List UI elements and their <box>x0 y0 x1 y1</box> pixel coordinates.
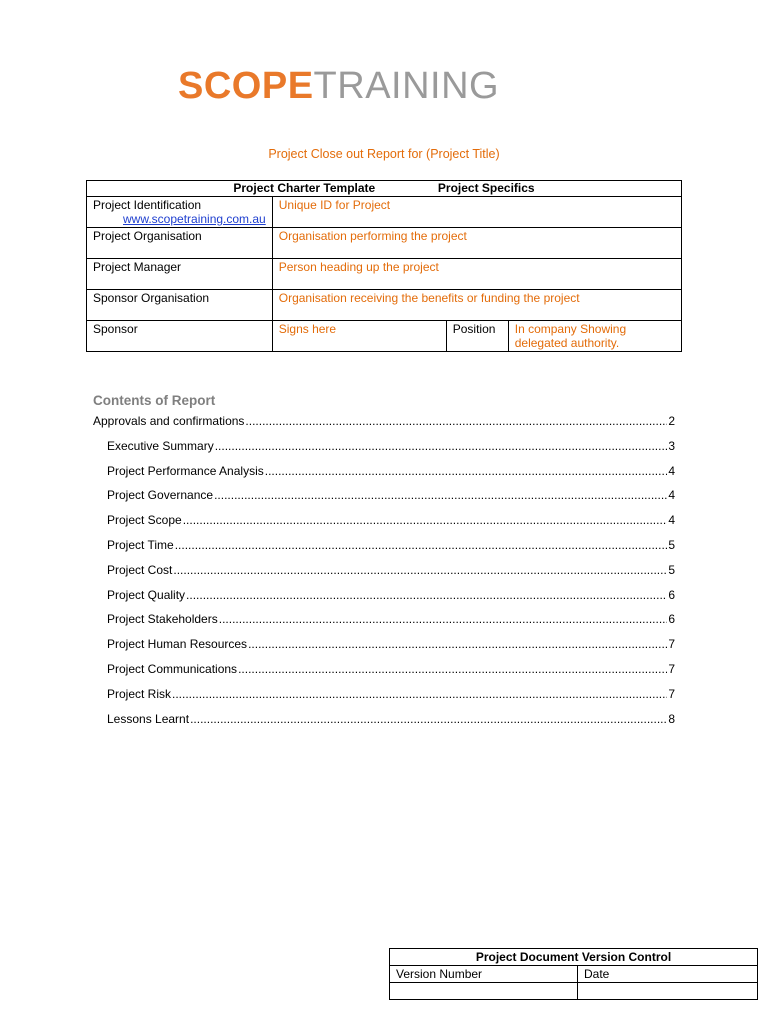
toc-item-executive-summary[interactable] <box>93 439 675 464</box>
col-date: Date <box>578 966 758 983</box>
toc-item-performance-analysis[interactable] <box>93 464 675 489</box>
toc-item-risk[interactable] <box>93 687 675 712</box>
charter-header-row <box>87 181 682 197</box>
toc-item-governance[interactable] <box>93 488 675 513</box>
row-project-organisation <box>87 228 682 259</box>
label-sponsor: Sponsor <box>87 321 273 352</box>
toc-item-lessons-learnt[interactable] <box>93 712 675 737</box>
toc-item-time[interactable] <box>93 538 675 563</box>
toc-item-title: Project Quality <box>107 587 186 602</box>
toc-item-cost[interactable] <box>93 563 675 588</box>
toc-item-scope[interactable] <box>93 513 675 538</box>
toc-item-title: Project Human Resources <box>107 637 248 652</box>
toc-item-stakeholders[interactable] <box>93 612 675 637</box>
project-charter-table <box>86 180 682 352</box>
toc-page-number: 7 <box>668 637 675 652</box>
label-project-manager: Project Manager <box>87 259 273 290</box>
value-sponsor: Signs here <box>272 321 446 352</box>
toc-leader-dots <box>248 637 667 651</box>
value-project-organisation: Organisation performing the project <box>272 228 681 259</box>
label-project-organisation: Project Organisation <box>87 228 273 259</box>
toc-item-quality[interactable] <box>93 588 675 613</box>
toc-leader-dots <box>265 464 668 478</box>
scopetraining-link[interactable]: www.scopetraining.com.au <box>123 212 266 226</box>
table-of-contents <box>93 414 675 736</box>
report-title: Project Close out Report for (Project Title) <box>268 147 500 161</box>
toc-item-communications[interactable] <box>93 662 675 687</box>
toc-page-number: 5 <box>668 537 675 552</box>
toc-leader-dots <box>175 538 668 552</box>
version-control-title-row <box>390 949 758 966</box>
toc-page-number: 6 <box>668 587 675 602</box>
value-sponsor-organisation: Organisation receiving the benefits or funding the project <box>272 290 681 321</box>
charter-header-right: Project Specifics <box>437 181 535 195</box>
toc-leader-dots <box>219 612 668 626</box>
logo-part-scope: SCOPE <box>178 65 314 107</box>
toc-item-title: Project Time <box>107 537 174 552</box>
cell-date <box>578 983 758 1000</box>
charter-header-left: Project Charter Template <box>233 181 376 195</box>
toc-leader-dots <box>214 488 667 502</box>
toc-item-title: Project Cost <box>107 562 173 577</box>
version-control-header-row <box>390 966 758 983</box>
col-version-number: Version Number <box>390 966 578 983</box>
value-project-identification: Unique ID for Project <box>272 197 681 228</box>
toc-leader-dots <box>215 439 668 453</box>
toc-page-number: 7 <box>668 686 675 701</box>
row-sponsor-organisation <box>87 290 682 321</box>
scope-training-logo <box>178 66 499 106</box>
toc-leader-dots <box>172 687 667 701</box>
toc-item-title: Executive Summary <box>107 438 214 453</box>
label-sponsor-organisation: Sponsor Organisation <box>87 290 273 321</box>
toc-leader-dots <box>186 588 667 602</box>
value-position: In company Showing delegated authority. <box>508 321 681 352</box>
toc-page-number: 4 <box>668 488 675 503</box>
toc-page-number: 4 <box>668 513 675 528</box>
toc-leader-dots <box>190 712 667 726</box>
row-project-identification <box>87 197 682 228</box>
cell-version-number <box>390 983 578 1000</box>
toc-leader-dots <box>238 662 667 676</box>
row-sponsor <box>87 321 682 352</box>
toc-leader-dots <box>183 513 668 527</box>
logo-part-training: TRAINING <box>313 65 500 107</box>
row-project-manager <box>87 259 682 290</box>
version-control-title: Project Document Version Control <box>390 949 758 966</box>
label-position: Position <box>446 321 508 352</box>
toc-page-number: 3 <box>668 438 675 453</box>
toc-item-approvals[interactable] <box>93 414 675 439</box>
value-project-manager: Person heading up the project <box>272 259 681 290</box>
toc-page-number: 6 <box>668 612 675 627</box>
label-project-identification: Project Identification <box>93 198 202 212</box>
toc-page-number: 5 <box>668 562 675 577</box>
toc-item-title: Project Scope <box>107 513 182 528</box>
toc-page-number: 8 <box>668 711 675 726</box>
version-control-empty-row <box>390 983 758 1000</box>
toc-page-number: 2 <box>668 414 675 428</box>
toc-item-title: Project Communications <box>107 661 238 676</box>
toc-item-title: Project Risk <box>107 686 172 701</box>
toc-item-title: Project Governance <box>107 488 214 503</box>
toc-item-title: Project Stakeholders <box>107 612 218 627</box>
version-control-table <box>389 948 758 1000</box>
charter-header-cell <box>87 181 682 197</box>
contents-heading: Contents of Report <box>93 393 216 408</box>
toc-item-title: Approvals and confirmations <box>93 414 245 428</box>
toc-item-human-resources[interactable] <box>93 637 675 662</box>
toc-page-number: 4 <box>668 463 675 478</box>
toc-item-title: Lessons Learnt <box>107 711 190 726</box>
toc-leader-dots <box>245 414 667 428</box>
toc-leader-dots <box>173 563 667 577</box>
toc-page-number: 7 <box>668 661 675 676</box>
cell-label <box>87 197 273 228</box>
toc-item-title: Project Performance Analysis <box>107 463 264 478</box>
